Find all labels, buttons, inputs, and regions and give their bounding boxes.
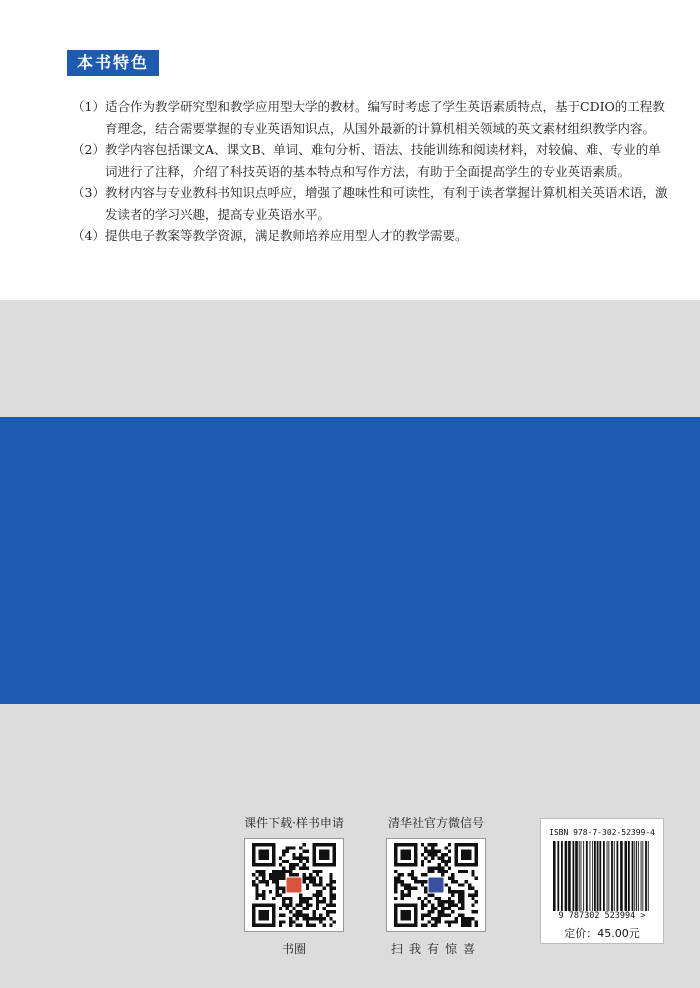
feature-number: （4） (72, 228, 105, 243)
barcode-icon (551, 841, 651, 911)
features-list (72, 96, 672, 247)
qr-caption: 课件下载·样书申请 (244, 816, 344, 830)
blue-band (0, 417, 700, 704)
feature-item (72, 96, 672, 139)
qr-sub-label: 扫我有惊喜 (390, 942, 481, 956)
feature-text: 提供电子教案等教学资源，满足教师培养应用型人才的教学需要。 (105, 228, 468, 243)
courseware-qr-block (242, 814, 346, 957)
feature-item (72, 139, 672, 182)
feature-item (72, 182, 672, 225)
isbn-text: ISBN 978-7-302-52399-4 (549, 828, 655, 837)
barcode-digits: 9 787302 523994 > (558, 911, 646, 921)
feature-number: （2） (72, 142, 105, 157)
features-title: 本书特色 (67, 50, 159, 76)
feature-item (72, 225, 672, 247)
isbn-barcode (540, 818, 664, 944)
feature-text: 教材内容与专业教科书知识点呼应，增强了趣味性和可读性，有利于读者掌握计算机相关英语术语，激发读者的学习兴趣，提高专业英语水平。 (105, 185, 668, 222)
feature-text: 适合作为教学研究型和教学应用型大学的教材。编写时考虑了学生英语素质特点，基于CDIO的工程教育理念，结合需要掌握的专业英语知识点，从国外最新的计算机相关领域的英文素材组织教学内容。 (105, 99, 665, 136)
qr-code-icon (252, 843, 336, 927)
wechat-qr-code[interactable] (386, 838, 486, 932)
feature-number: （3） (72, 185, 105, 200)
price-label: 定价：45.00元 (564, 927, 640, 940)
feature-number: （1） (72, 99, 105, 114)
qr-caption: 清华社官方微信号 (387, 816, 484, 830)
qr-code-icon (394, 843, 478, 927)
feature-text: 教学内容包括课文A、课文B、单词、难句分析、语法、技能训练和阅读材料，对较偏、难、专业的单词进行了注释，介绍了科技英语的基本特点和写作方法，有助于全面提高学生的专业英语素质。 (105, 142, 661, 179)
courseware-qr-code[interactable] (244, 838, 344, 932)
upper-gray-band (0, 300, 700, 417)
qr-sub-label: 书圈 (281, 942, 306, 956)
wechat-qr-block (384, 814, 488, 957)
